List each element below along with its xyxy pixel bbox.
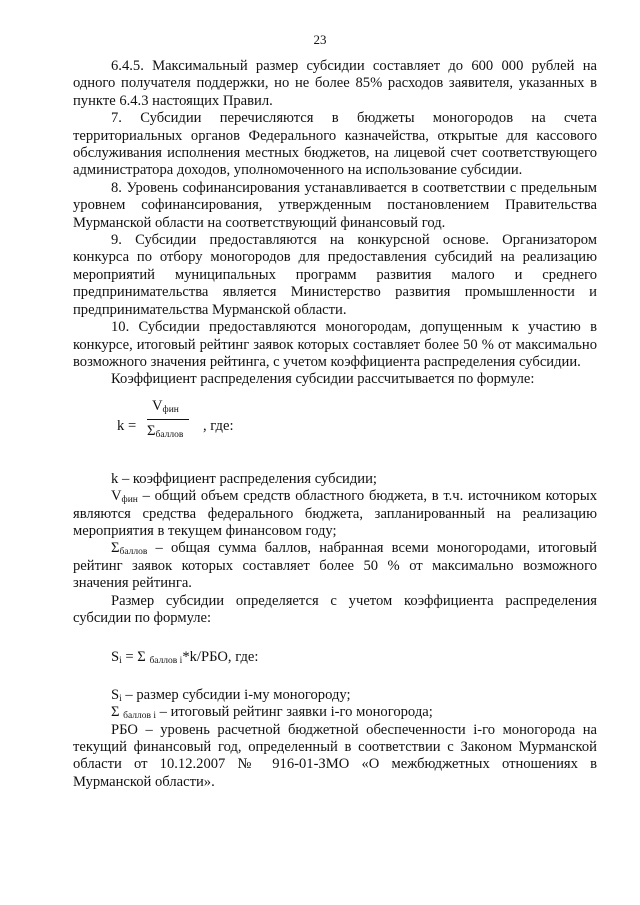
- paragraph-10: 10. Субсидии предоставляются моногородам, допущенным к участию в конкурсе, итоговый рейтинг заявок которых составляет более 50 % от максимально возможного значения рейтинга, с учетом коэффициента распределения субсидии.: [73, 319, 597, 370]
- definition-sigma-i: Σ $_{баллов i}$ – итоговый рейтинг заявки i-го моногорода;: [111, 704, 433, 722]
- definition-sigma-ballov: $\Sigma_{баллов}$ – общая сумма баллов, набранная всеми моногородами, итоговый рейтинг заявок которых составляет более 50 % от максимально возможного значения рейтинга.: [73, 540, 597, 592]
- page-number: 23: [313, 32, 327, 47]
- paragraph-9: 9. Субсидии предоставляются на конкурсной основе. Организатором конкурса по отбору моногородов для предоставления субсидий на реализацию мероприятий муниципальных программ развития малого и среднего предпринимательства является Министерство развития промышленности и предпринимательства Мурманской области.: [73, 232, 597, 318]
- definition-s-i: $S_i$ – размер субсидии i-му моногороду;: [111, 686, 351, 704]
- subsidy-size-intro: Размер субсидии определяется с учетом коэффициента распределения субсидии по формуле:: [73, 592, 597, 626]
- paragraph-6-4-5: 6.4.5. Максимальный размер субсидии составляет до 600 000 рублей на одного получателя поддержки, но не более 85% расходов заявителя, указанных в пункте 6.4.3 настоящих Правил.: [73, 58, 597, 109]
- fraction-bar: [147, 419, 189, 420]
- formula-lhs: k =: [117, 417, 137, 434]
- coefficient-formula: [73, 397, 597, 461]
- definition-k: k – коэффициент распределения субсидии;: [111, 470, 377, 487]
- formula-numerator: $V_{фин}$: [152, 397, 179, 415]
- subsidy-formula: $S_i = \Sigma$ $_{баллов i}$*k/РБО, где:: [111, 649, 259, 667]
- paragraph-8: 8. Уровень софинансирования устанавливается в соответствии с предельным уровнем софинансирования, утвержденным постановлением Правительства Мурманской области на соответствующий финансовый год.: [73, 179, 597, 231]
- definition-v-fin: $V_{фин}$ – общий объем средств областного бюджета, в т.ч. источником которых являются средства федерального бюджета, запланированный на реализацию мероприятия в текущем финансовом году;: [73, 488, 597, 539]
- definition-rbo: РБО – уровень расчетной бюджетной обеспеченности i-го моногорода на текущий финансовый год, определенный в соответствии с Законом Мурманской области от 10.12.2007 № 916-01-ЗМО «О межбюджетных отношениях в Мурманской области».: [73, 721, 597, 790]
- formula-where: , где:: [203, 417, 234, 434]
- coefficient-intro: Коэффициент распределения субсидии рассчитывается по формуле:: [111, 371, 535, 388]
- document-body: [73, 58, 597, 791]
- formula-denominator: $\Sigma_{баллов}$: [147, 422, 184, 440]
- paragraph-7: 7. Субсидии перечисляются в бюджеты моногородов на счета территориальных органов Федерального казначейства, открытые для кассового обслуживания исполнения местных бюджетов, на лицевой счет соответствующего администратора доходов, уполномоченного на использование субсидии.: [73, 110, 597, 179]
